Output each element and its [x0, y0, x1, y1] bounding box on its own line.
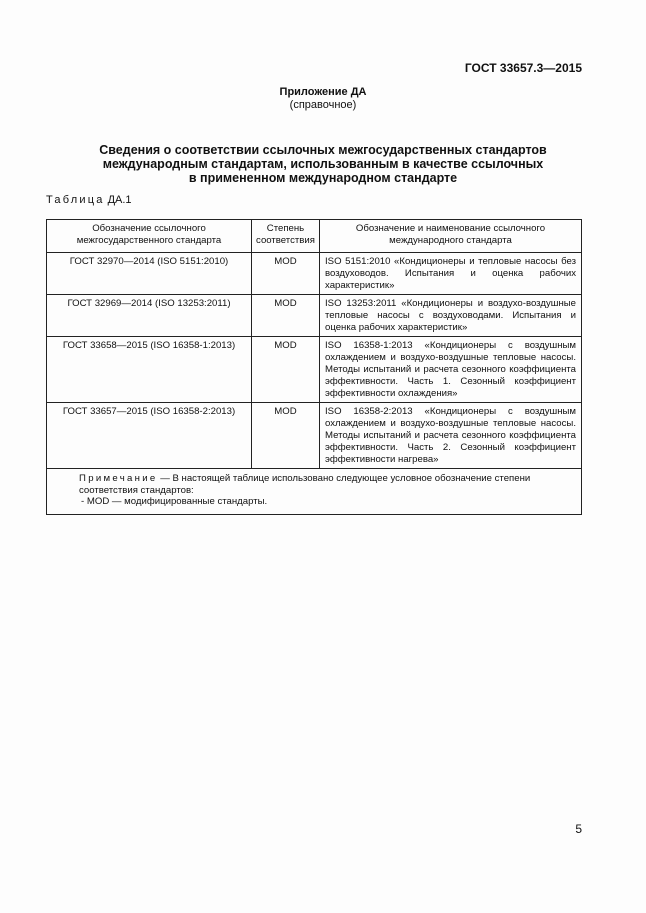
header-intl: Обозначение и наименование ссылочного международного стандарта [320, 220, 582, 253]
document-code: ГОСТ 33657.3—2015 [464, 61, 582, 75]
cell-gost: ГОСТ 33658—2015 (ISO 16358-1:2013) [47, 337, 252, 403]
table-label-word: Таблица [46, 194, 105, 206]
table-row [47, 295, 582, 337]
table-label [46, 194, 132, 206]
cell-gost: ГОСТ 32970—2014 (ISO 5151:2010) [47, 253, 252, 295]
table-note-row [47, 469, 582, 515]
heading-line-2: международным стандартам, использованным в качестве ссылочных [102, 157, 544, 171]
cell-intl: ISO 5151:2010 «Кондиционеры и тепловые насосы без воздуховодов. Испытания и оценка рабочих характеристик» [320, 253, 582, 295]
table-row [47, 403, 582, 469]
cell-intl: ISO 16358-1:2013 «Кондиционеры с воздушным охлаждением и воздухо-воздушные тепловые насосы. Методы испытаний и расчета сезонного коэффициента эффективности. Часть 1. Сезонный коэффициент эффективности охлаждения» [320, 337, 582, 403]
cell-degree: MOD [252, 253, 320, 295]
cell-degree: MOD [252, 337, 320, 403]
cell-degree: MOD [252, 403, 320, 469]
note-label: Примечание [79, 473, 158, 484]
page-number: 5 [575, 822, 582, 836]
heading-line-3: в примененном международном стандарте [188, 171, 458, 185]
cell-gost: ГОСТ 32969—2014 (ISO 13253:2011) [47, 295, 252, 337]
table-row [47, 253, 582, 295]
cell-intl: ISO 13253:2011 «Кондиционеры и воздухо-воздушные тепловые насосы с воздуховодами. Испытания и оценка рабочих характеристик» [320, 295, 582, 337]
cell-degree: MOD [252, 295, 320, 337]
note-item: - MOD — модифицированные стандарты. [81, 496, 268, 507]
header-gost: Обозначение ссылочного межгосударственного стандарта [47, 220, 252, 253]
heading-line-1: Сведения о соответствии ссылочных межгосударственных стандартов [99, 143, 547, 157]
table-row [47, 337, 582, 403]
standards-table [46, 219, 582, 515]
annex-subtitle: (справочное) [289, 99, 357, 111]
section-heading [80, 143, 566, 185]
cell-gost: ГОСТ 33657—2015 (ISO 16358-2:2013) [47, 403, 252, 469]
table-header-row [47, 220, 582, 253]
header-degree: Степень соответствия [252, 220, 320, 253]
note-text: — В настоящей таблице использовано следующее условное обозначение степени соответствия стандартов: [79, 473, 531, 496]
annex-block [0, 86, 646, 112]
cell-intl: ISO 16358-2:2013 «Кондиционеры с воздушным охлаждением и воздухо-воздушные тепловые насосы. Методы испытаний и расчета сезонного коэффициента эффективности. Часть 2. Сезонный коэффициент эффективности нагрева» [320, 403, 582, 469]
table-label-number: ДА.1 [107, 194, 132, 206]
table-note [47, 469, 582, 515]
annex-title: Приложение ДА [279, 86, 367, 98]
